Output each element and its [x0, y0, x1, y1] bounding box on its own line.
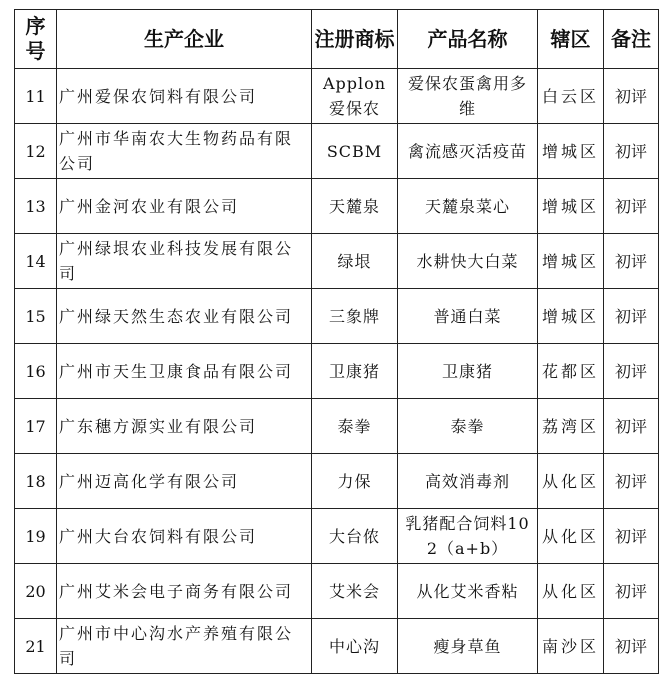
product-name: 爱保农蛋禽用多维: [407, 74, 527, 118]
company-name-cell: [57, 344, 312, 399]
row-number-cell: [15, 179, 57, 234]
product-name: 瘦身草鱼: [433, 636, 502, 656]
company-name-cell: [57, 619, 312, 674]
brand-name: Applon 爱保农: [322, 74, 387, 118]
product-name: 卫康猪: [441, 361, 493, 381]
table-row: [15, 344, 659, 399]
district-name-cell: [538, 344, 604, 399]
brand-name-cell: [312, 234, 398, 289]
district-name: 白云区: [541, 86, 599, 106]
header-company: 生产企业: [57, 10, 312, 69]
company-name: 广州市华南农大生物药品有限公司: [59, 129, 294, 173]
product-name-cell: [398, 344, 538, 399]
table-row: [15, 399, 659, 454]
district-name-cell: [538, 619, 604, 674]
brand-name-cell: [312, 344, 398, 399]
district-name: 增城区: [541, 196, 599, 216]
remark-cell: [604, 564, 659, 619]
brand-name-cell: [312, 179, 398, 234]
remark: 初评: [614, 416, 647, 436]
brand-name: 天麓泉: [328, 196, 380, 216]
remark: 初评: [614, 471, 647, 491]
company-name-cell: [57, 69, 312, 124]
row-number-cell: [15, 124, 57, 179]
product-name-cell: [398, 124, 538, 179]
product-name-cell: [398, 564, 538, 619]
row-number-cell: [15, 289, 57, 344]
company-name-cell: [57, 454, 312, 509]
company-name: 广东穗方源实业有限公司: [59, 416, 258, 436]
company-name: 广州绿垠农业科技发展有限公司: [59, 239, 294, 283]
table-row: [15, 124, 659, 179]
company-name: 广州艾米会电子商务有限公司: [59, 581, 294, 601]
remark-cell: [604, 619, 659, 674]
district-name-cell: [538, 69, 604, 124]
company-name-cell: [57, 509, 312, 564]
remark: 初评: [614, 141, 647, 161]
row-number-cell: [15, 509, 57, 564]
table-row: [15, 234, 659, 289]
row-number-cell: [15, 619, 57, 674]
product-name: 从化艾米香粘: [416, 581, 519, 601]
product-name-cell: [398, 509, 538, 564]
product-name: 天麓泉菜心: [424, 196, 510, 216]
row-number-cell: [15, 454, 57, 509]
product-name-cell: [398, 619, 538, 674]
brand-name: 力保: [337, 471, 372, 491]
remark-cell: [604, 509, 659, 564]
company-name-cell: [57, 124, 312, 179]
company-name-cell: [57, 564, 312, 619]
remark-cell: [604, 399, 659, 454]
product-name: 禽流感灭活疫苗: [407, 141, 527, 161]
row-number: 18: [25, 471, 46, 491]
remark-cell: [604, 179, 659, 234]
brand-name: SCBM: [326, 141, 383, 161]
brand-name: 艾米会: [328, 581, 380, 601]
row-number: 14: [25, 251, 46, 271]
row-number: 15: [25, 306, 46, 326]
row-number: 21: [25, 636, 46, 656]
company-name: 广州市中心沟水产养殖有限公司: [59, 624, 294, 668]
table-header-row: [15, 10, 659, 69]
company-name: 广州迈高化学有限公司: [59, 471, 240, 491]
table-row: [15, 289, 659, 344]
remark: 初评: [614, 251, 647, 271]
brand-name-cell: [312, 619, 398, 674]
product-name: 高效消毒剂: [424, 471, 510, 491]
remark-cell: [604, 289, 659, 344]
remark-cell: [604, 454, 659, 509]
remark: 初评: [614, 581, 647, 601]
company-name: 广州市天生卫康食品有限公司: [59, 361, 294, 381]
product-name: 水耕快大白菜: [416, 251, 519, 271]
company-name: 广州绿天然生态农业有限公司: [59, 306, 294, 326]
district-name-cell: [538, 454, 604, 509]
remark: 初评: [614, 636, 647, 656]
district-name: 从化区: [541, 471, 599, 491]
district-name-cell: [538, 124, 604, 179]
row-number: 13: [25, 196, 46, 216]
product-name-cell: [398, 289, 538, 344]
remark-cell: [604, 234, 659, 289]
remark: 初评: [614, 361, 647, 381]
table-row: [15, 564, 659, 619]
brand-name-cell: [312, 454, 398, 509]
district-name: 花都区: [541, 361, 599, 381]
product-name-cell: [398, 69, 538, 124]
remark: 初评: [614, 526, 647, 546]
remark-cell: [604, 124, 659, 179]
product-name-cell: [398, 234, 538, 289]
row-number-cell: [15, 234, 57, 289]
remark: 初评: [614, 196, 647, 216]
row-number: 20: [25, 581, 46, 601]
district-name: 从化区: [541, 526, 599, 546]
company-name-cell: [57, 399, 312, 454]
district-name-cell: [538, 234, 604, 289]
product-name: 泰拳: [450, 416, 485, 436]
district-name-cell: [538, 399, 604, 454]
product-name: 普通白菜: [433, 306, 502, 326]
district-name-cell: [538, 179, 604, 234]
brand-name-cell: [312, 124, 398, 179]
row-number-cell: [15, 564, 57, 619]
header-no: 序号: [15, 10, 57, 69]
remark: 初评: [614, 86, 647, 106]
table-body: [15, 69, 659, 674]
brand-name: 泰拳: [337, 416, 372, 436]
company-name-cell: [57, 179, 312, 234]
row-number-cell: [15, 69, 57, 124]
brand-name: 卫康猪: [328, 361, 380, 381]
brand-name-cell: [312, 69, 398, 124]
district-name: 荔湾区: [541, 416, 599, 436]
company-name: 广州金河农业有限公司: [59, 196, 240, 216]
company-name: 广州爱保农饲料有限公司: [59, 86, 258, 106]
row-number: 19: [25, 526, 46, 546]
table-row: [15, 179, 659, 234]
brand-name-cell: [312, 399, 398, 454]
row-number: 11: [25, 86, 46, 106]
district-name: 从化区: [541, 581, 599, 601]
brand-name-cell: [312, 509, 398, 564]
product-list-table: [14, 9, 659, 674]
header-product: 产品名称: [398, 10, 538, 69]
brand-name-cell: [312, 564, 398, 619]
district-name-cell: [538, 509, 604, 564]
row-number-cell: [15, 344, 57, 399]
district-name-cell: [538, 289, 604, 344]
row-number-cell: [15, 399, 57, 454]
table-row: [15, 454, 659, 509]
row-number: 12: [25, 141, 46, 161]
brand-name: 三象牌: [328, 306, 380, 326]
product-name: 乳猪配合饲料102（a+b）: [405, 514, 530, 558]
brand-name-cell: [312, 289, 398, 344]
district-name: 南沙区: [541, 636, 599, 656]
product-name-cell: [398, 399, 538, 454]
header-district: 辖区: [538, 10, 604, 69]
remark-cell: [604, 344, 659, 399]
table-row: [15, 619, 659, 674]
product-name-cell: [398, 179, 538, 234]
district-name: 增城区: [541, 251, 599, 271]
district-name: 增城区: [541, 141, 599, 161]
header-remark: 备注: [604, 10, 659, 69]
table-row: [15, 69, 659, 124]
header-brand: 注册商标: [312, 10, 398, 69]
remark: 初评: [614, 306, 647, 326]
brand-name: 大台侬: [328, 526, 380, 546]
remark-cell: [604, 69, 659, 124]
brand-name: 中心沟: [328, 636, 380, 656]
company-name-cell: [57, 289, 312, 344]
row-number: 16: [25, 361, 46, 381]
company-name-cell: [57, 234, 312, 289]
brand-name: 绿垠: [337, 251, 372, 271]
row-number: 17: [25, 416, 46, 436]
district-name-cell: [538, 564, 604, 619]
district-name: 增城区: [541, 306, 599, 326]
product-name-cell: [398, 454, 538, 509]
company-name: 广州大台农饲料有限公司: [59, 526, 258, 546]
table-row: [15, 509, 659, 564]
